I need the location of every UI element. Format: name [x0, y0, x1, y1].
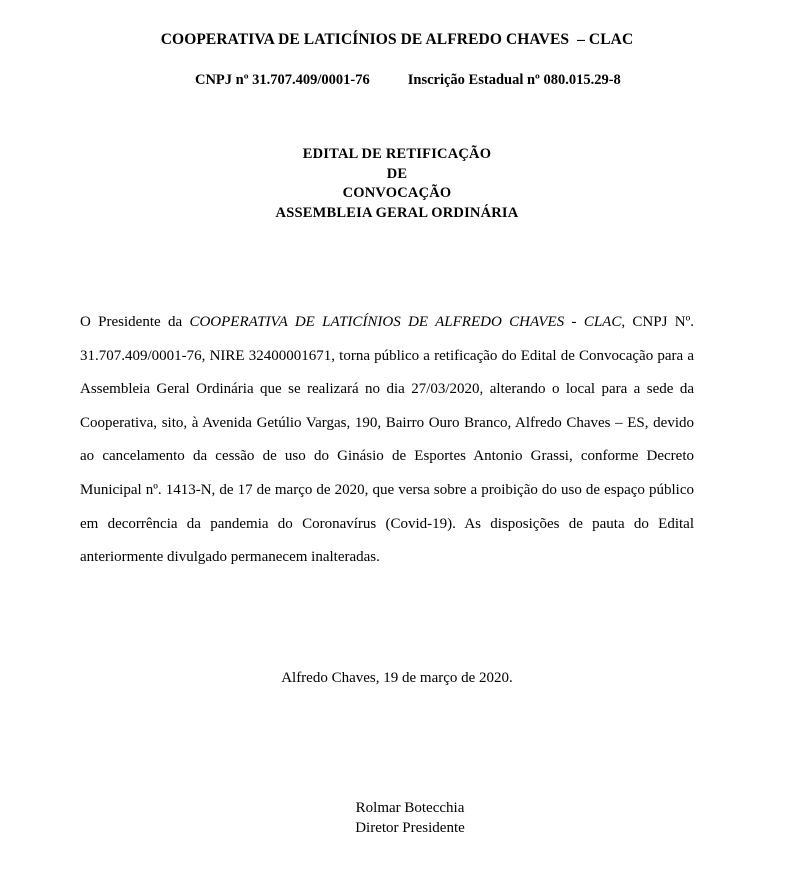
state-registration-label: Inscrição Estadual nº 080.015.29-8	[407, 72, 621, 88]
title-line-2: DE	[386, 165, 408, 182]
title-line-4: ASSEMBLEIA GERAL ORDINÁRIA	[275, 204, 519, 221]
registration-line	[0, 50, 794, 110]
body-organization-italic: COOPERATIVA DE LATICÍNIOS DE ALFREDO CHAVES - CLAC	[189, 314, 622, 330]
document-title-block	[0, 145, 794, 223]
title-line-3: CONVOCAÇÃO	[342, 185, 452, 201]
cnpj-label: CNPJ nº 31.707.409/0001-76	[194, 72, 370, 88]
signature-block	[0, 798, 794, 838]
body-paragraph	[80, 306, 694, 575]
letterhead	[0, 30, 794, 110]
signatory-role: Diretor Presidente	[355, 820, 465, 836]
document-body	[80, 306, 694, 575]
organization-name: COOPERATIVA DE LATICÍNIOS DE ALFREDO CHAVES – CLAC	[160, 31, 634, 48]
body-text-intro: O Presidente da	[80, 314, 190, 330]
signatory-name: Rolmar Botecchia	[355, 800, 465, 816]
body-text-main: , CNPJ Nº. 31.707.409/0001-76, NIRE 32400001671, torna público a retificação do Edital de Convocação para a Assembleia Geral Ordinária que se realizará no dia 27/03/2020, alterando o local para a sede da Cooperativa, sito, à Avenida Getúlio Vargas, 190, Bairro Ouro Branco, Alfredo Chaves – ES, devido ao cancelamento da cessão de uso do Ginásio de Esportes Antonio Grassi, conforme Decreto Municipal nº. 1413-N, de 17 de março de 2020, que versa sobre a proibição do uso de espaço público em decorrência da pandemia do Coronavírus (Covid-19). As disposições de pauta do Edital anteriormente divulgado permanecem inalteradas.	[80, 314, 694, 566]
place-and-date: Alfredo Chaves, 19 de março de 2020.	[281, 670, 513, 686]
title-line-1: EDITAL DE RETIFICAÇÃO	[302, 146, 492, 162]
